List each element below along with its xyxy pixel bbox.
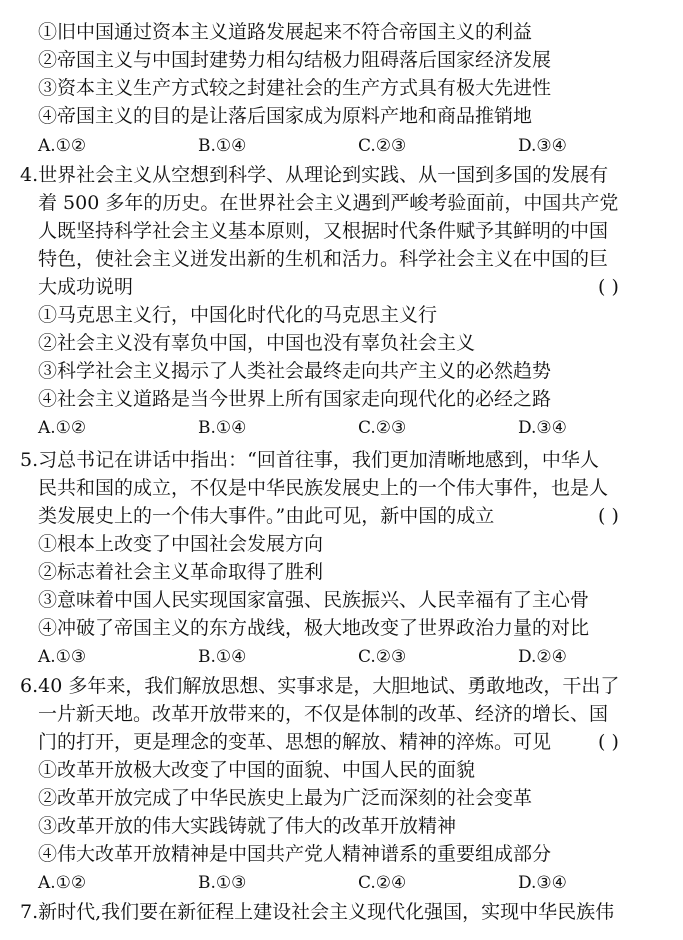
q6-statement-2: ②改革开放完成了中华民族史上最为广泛而深刻的社会变革 [38,787,533,809]
q5-stem-line-1: 5.习总书记在讲话中指出：“回首往事，我们更加清晰地感到，中华人 [20,449,599,471]
prev-statement-1: ①旧中国通过资本主义道路发展起来不符合帝国主义的利益 [38,21,533,43]
q5-stem-line-2: 民共和国的成立，不仅是中华民族发展史上的一个伟大事件，也是人 [38,477,609,499]
q5-statement-1: ①根本上改变了中国社会发展方向 [38,533,324,555]
q5-option-c: C.②③ [358,647,407,667]
q4-statement-4: ④社会主义道路是当今世界上所有国家走向现代化的必经之路 [38,388,552,410]
q4-answer-blank: ( ) [598,276,619,298]
q6-stem-line-1: 6.40 多年来，我们解放思想、实事求是，大胆地试、勇敢地改，干出了 [20,675,620,697]
q4-option-c: C.②③ [358,418,407,438]
q4-option-a: A.①② [38,418,87,438]
q5-stem-line-3: 类发展史上的一个伟大事件。”由此可见，新中国的成立 [38,505,495,527]
q6-option-a: A.①② [38,873,87,893]
q4-stem-line-3: 人既坚持科学社会主义基本原则，又根据时代条件赋予其鲜明的中国 [38,220,609,242]
q7-stem-line-1: 7.新时代,我们要在新征程上建设社会主义现代化强国，实现中华民族伟 [20,901,615,923]
q4-stem-line-5: 大成功说明 [38,276,134,298]
q4-statement-3: ③科学社会主义揭示了人类社会最终走向共产主义的必然趋势 [38,360,552,382]
q5-answer-blank: ( ) [598,505,619,527]
q4-stem-line-4: 特色，使社会主义迸发出新的生机和活力。科学社会主义在中国的巨 [38,248,609,270]
q4-statement-1: ①马克思主义行，中国化时代化的马克思主义行 [38,304,438,326]
q6-option-d: D.③④ [518,873,567,893]
q6-answer-blank: ( ) [598,731,619,753]
q5-option-b: B.①④ [198,647,247,667]
q5-option-d: D.②④ [518,647,567,667]
q6-option-c: C.②④ [358,873,407,893]
q6-statement-3: ③改革开放的伟大实践铸就了伟大的改革开放精神 [38,815,457,837]
q4-stem-line-1: 4.世界社会主义从空想到科学、从理论到实践、从一国到多国的发展有 [20,164,609,186]
prev-option-d: D.③④ [518,136,567,156]
prev-statement-2: ②帝国主义与中国封建势力相勾结极力阻碍落后国家经济发展 [38,49,552,71]
prev-option-b: B.①④ [198,136,247,156]
q4-option-d: D.③④ [518,418,567,438]
q6-stem-line-3: 门的打开，更是理念的变革、思想的解放、精神的淬炼。可见 [38,731,552,753]
prev-option-a: A.①② [38,136,87,156]
q6-stem-line-2: 一片新天地。改革开放带来的，不仅是体制的改革、经济的增长、国 [38,703,609,725]
q4-stem-line-2: 着 500 多年的历史。在世界社会主义遇到严峻考验面前，中国共产党 [38,192,619,214]
q5-option-a: A.①③ [38,647,87,667]
prev-option-c: C.②③ [358,136,407,156]
q5-statement-2: ②标志着社会主义革命取得了胜利 [38,561,324,583]
prev-statement-4: ④帝国主义的目的是让落后国家成为原料产地和商品推销地 [38,105,533,127]
q5-statement-4: ④冲破了帝国主义的东方战线，极大地改变了世界政治力量的对比 [38,617,590,639]
q6-statement-4: ④伟大改革开放精神是中国共产党人精神谱系的重要组成部分 [38,843,552,865]
prev-statement-3: ③资本主义生产方式较之封建社会的生产方式具有极大先进性 [38,77,552,99]
q4-statement-2: ②社会主义没有辜负中国，中国也没有辜负社会主义 [38,332,476,354]
q6-option-b: B.①③ [198,873,247,893]
q5-statement-3: ③意味着中国人民实现国家富强、民族振兴、人民幸福有了主心骨 [38,589,590,611]
q6-statement-1: ①改革开放极大改变了中国的面貌、中国人民的面貌 [38,759,476,781]
q4-option-b: B.①④ [198,418,247,438]
